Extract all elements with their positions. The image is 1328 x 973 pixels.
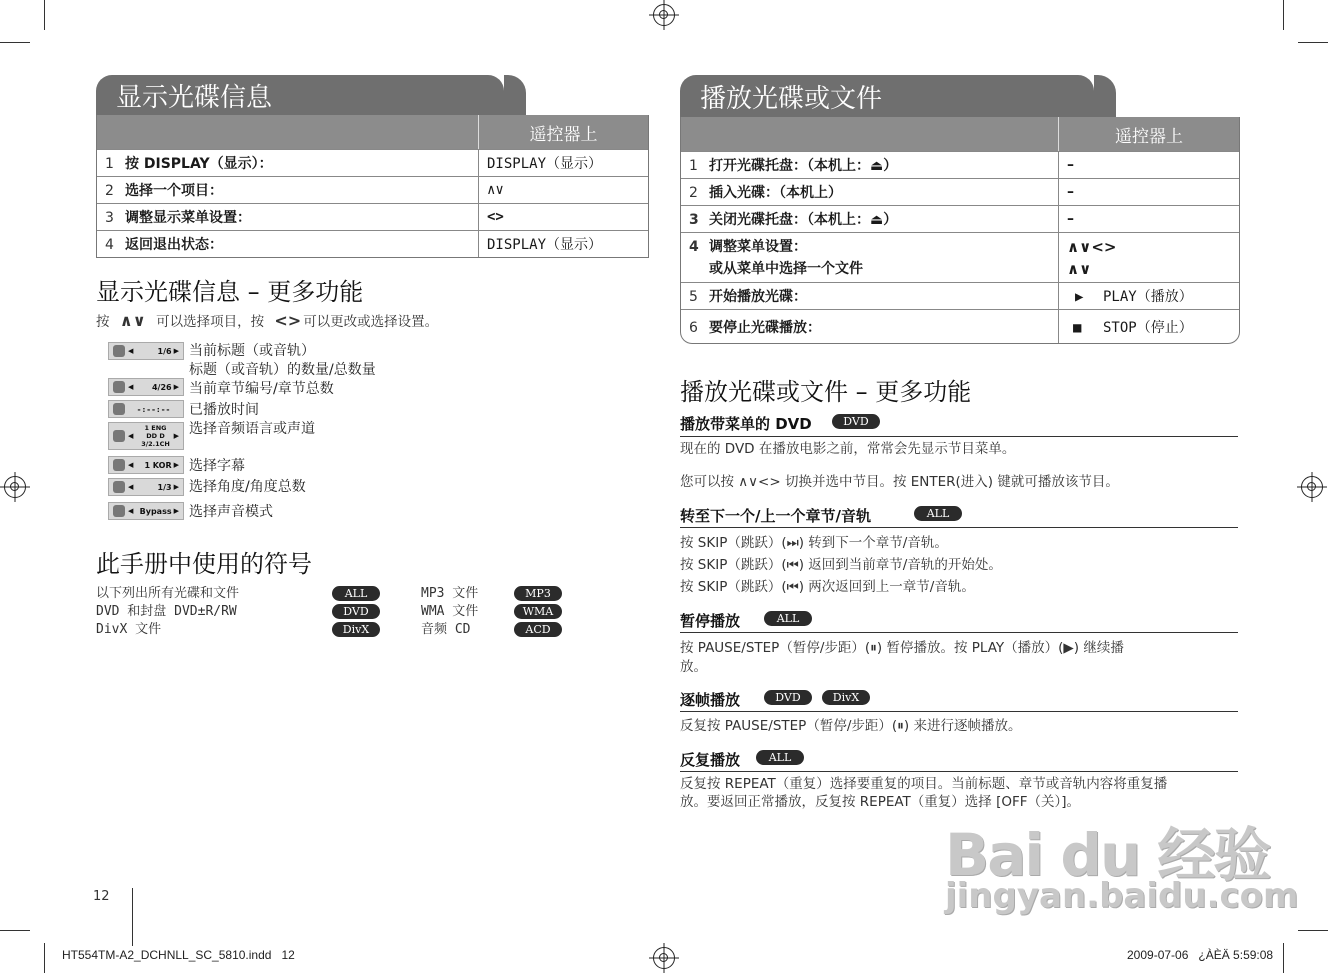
- registration-mark-icon: [653, 4, 675, 26]
- registration-mark-icon: [653, 947, 675, 969]
- table-row: 1 打开光碟托盘：（本机上：⏏） –: [681, 151, 1239, 178]
- table-row: 2 插入光碟：（本机上） –: [681, 178, 1239, 205]
- subsection-title: 反复播放: [680, 751, 741, 769]
- remote-header: 遥控器上: [479, 115, 648, 149]
- badge-wma: WMA: [514, 604, 562, 619]
- table-row: 3 调整显示菜单设置： <>: [97, 203, 648, 230]
- subsection-title: 暂停播放: [680, 612, 741, 630]
- registration-mark-icon: [1301, 476, 1323, 498]
- badge-all: ALL: [756, 750, 804, 765]
- badge-divx: DivX: [822, 690, 870, 705]
- display-info-table: [96, 115, 649, 258]
- badge-dvd: DVD: [764, 690, 812, 705]
- badge-dvd: DVD: [832, 414, 880, 429]
- crop-mark: [44, 943, 45, 973]
- osd-chapter-bar: ◀ 4/26 ▶: [108, 378, 184, 396]
- footer-file: HT554TM-A2_DCHNLL_SC_5810.indd 12: [62, 948, 295, 962]
- watermark-url: jingyan.baidu.com: [945, 876, 1299, 916]
- crop-mark: [1298, 42, 1328, 43]
- clock-icon: [113, 403, 125, 415]
- subtitle-icon: [113, 459, 125, 471]
- symbols-list-right: MP3 文件 WMA 文件 音频 CD: [421, 586, 479, 637]
- symbols-list-left: 以下列出所有光碟和文件 DVD 和封盘 DVD±R/RW DivX 文件: [96, 586, 240, 637]
- subsection-title: 逐帧播放: [680, 691, 741, 709]
- badge-mp3: MP3: [514, 586, 562, 601]
- crop-mark: [132, 888, 133, 946]
- crop-mark: [0, 930, 30, 931]
- badge-dvd: DVD: [332, 604, 380, 619]
- osd-subtitle-bar: ◀ 1 KOR ▶: [108, 456, 184, 474]
- table-row: 1 按 DISPLAY（显示）： DISPLAY（显示）: [97, 149, 648, 176]
- angle-icon: [113, 481, 125, 493]
- more-functions-intro: 按 ∧∨ 可以选择项目，按 <> 可以更改或选择设置。: [96, 311, 439, 330]
- audio-icon: [113, 430, 125, 442]
- table-row: 4 返回退出状态： DISPLAY（显示）: [97, 230, 648, 257]
- badge-all: ALL: [332, 586, 380, 601]
- table-row: 3 关闭光碟托盘：（本机上：⏏） –: [681, 205, 1239, 232]
- crop-mark: [1283, 943, 1284, 973]
- subsection-title: 播放带菜单的 DVD: [680, 415, 812, 433]
- section-title-play-disc: 播放光碟或文件: [680, 75, 1094, 117]
- play-more-functions-title: 播放光碟或文件 – 更多功能: [680, 378, 972, 406]
- stop-icon: ■: [1073, 319, 1082, 336]
- title-icon: [113, 345, 125, 357]
- table-row: 5 开始播放光碟： ▶ PLAY（播放）: [681, 282, 1239, 309]
- osd-angle-bar: ◀ 1/3 ▶: [108, 478, 184, 496]
- crop-mark: [44, 0, 45, 30]
- play-disc-table: [680, 117, 1240, 344]
- sound-icon: [113, 505, 125, 517]
- section-title-display-info: 显示光碟信息: [96, 75, 504, 115]
- table-row: 2 选择一个项目： ∧∨: [97, 176, 648, 203]
- table-row: 4 调整菜单设置： 或从菜单中选择一个文件 ∧∨<> ∧∨: [681, 232, 1239, 282]
- badge-divx: DivX: [332, 622, 380, 637]
- crop-mark: [0, 42, 30, 43]
- play-icon: ▶: [1075, 289, 1084, 305]
- watermark-brand: Bai du 经验: [945, 821, 1270, 889]
- footer-date: 2009-07-06 ¿ÀÈÄ 5:59:08: [1127, 948, 1274, 962]
- registration-mark-icon: [4, 476, 26, 498]
- crop-mark: [1298, 930, 1328, 931]
- osd-time-bar: -:--:--: [108, 400, 184, 418]
- osd-title-bar: ◀ 1/6 ▶: [108, 342, 184, 360]
- chapter-icon: [113, 381, 125, 393]
- badge-acd: ACD: [514, 622, 562, 637]
- more-functions-title: 显示光碟信息 – 更多功能: [96, 278, 364, 306]
- badge-all: ALL: [914, 506, 962, 521]
- remote-header: 遥控器上: [1059, 117, 1239, 151]
- symbols-title: 此手册中使用的符号: [96, 550, 312, 578]
- osd-sound-bar: ◀ Bypass ▶: [108, 502, 184, 520]
- page-number: 12: [93, 889, 110, 904]
- badge-all: ALL: [764, 611, 812, 626]
- crop-mark: [1283, 0, 1284, 30]
- subsection-title: 转至下一个/上一个章节/音轨: [680, 507, 871, 525]
- table-row: 6 要停止光碟播放： ■ STOP（停止）: [681, 309, 1239, 343]
- osd-audio-bar: ◀ 1 ENG DD D 3/2.1CH ▶: [108, 422, 184, 450]
